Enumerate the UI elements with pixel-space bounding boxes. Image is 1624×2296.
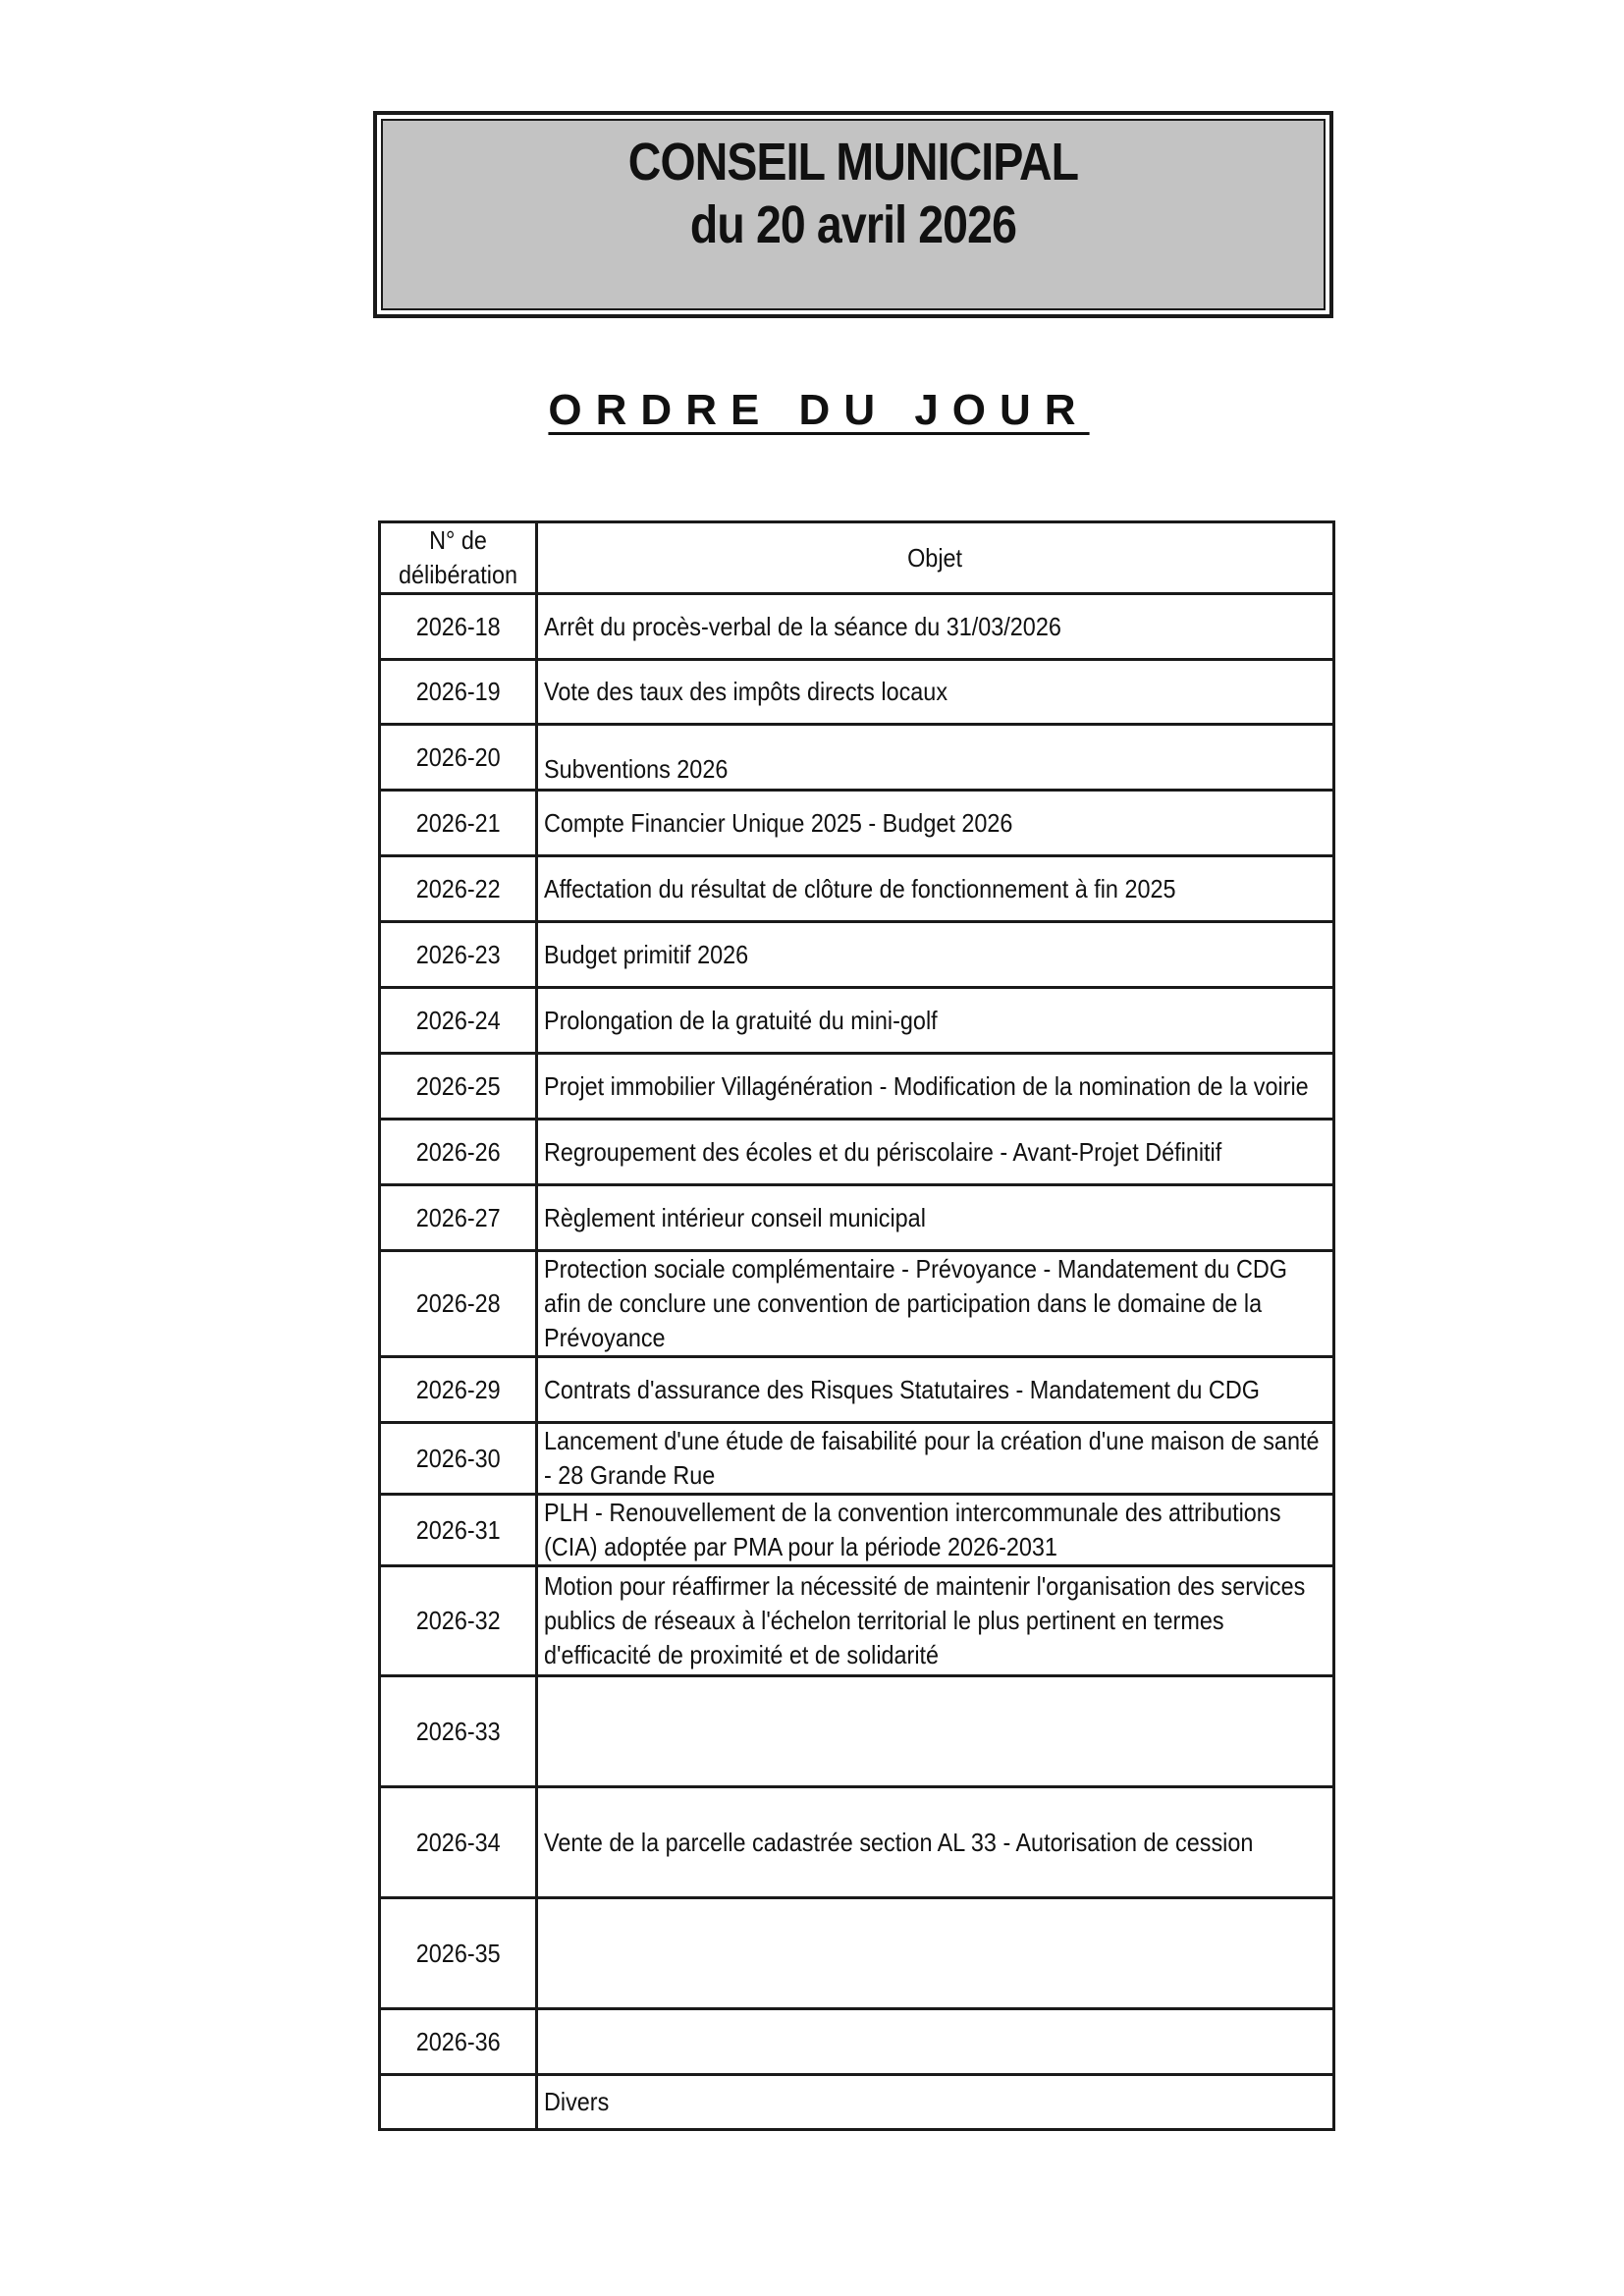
table-row: [380, 1423, 1334, 1495]
table-row: [380, 988, 1334, 1054]
deliberation-number: 2026-24: [380, 988, 537, 1054]
table-row: [380, 1357, 1334, 1423]
council-date: du 20 avril 2026: [689, 195, 1017, 254]
table-row: [380, 1787, 1334, 1898]
deliberation-number: 2026-35: [380, 1898, 537, 2009]
table-row: [380, 791, 1334, 856]
title-box: [373, 111, 1333, 318]
deliberation-number: 2026-19: [380, 660, 537, 725]
deliberation-object: Affectation du résultat de clôture de fonctionnement à fin 2025: [537, 856, 1334, 922]
deliberation-object: Budget primitif 2026: [537, 922, 1334, 988]
deliberation-object: Subventions 2026: [537, 725, 1334, 791]
deliberation-object: Protection sociale complémentaire - Prévoyance - Mandatement du CDG afin de conclure une convention de participation dans le domaine de la Prévoyance: [537, 1251, 1334, 1357]
deliberation-object: Compte Financier Unique 2025 - Budget 2026: [537, 791, 1334, 856]
table-row: [380, 856, 1334, 922]
table-row: [380, 594, 1334, 660]
deliberation-object: Projet immobilier Villagénération - Modification de la nomination de la voirie: [537, 1054, 1334, 1120]
deliberation-object: [537, 1898, 1334, 2009]
deliberation-number: 2026-27: [380, 1185, 537, 1251]
deliberation-object: [537, 2009, 1334, 2075]
deliberation-object: Prolongation de la gratuité du mini-golf: [537, 988, 1334, 1054]
table-row: [380, 725, 1334, 791]
deliberation-number: 2026-31: [380, 1495, 537, 1566]
deliberation-object: Lancement d'une étude de faisabilité pour la création d'une maison de santé - 28 Grande Rue: [537, 1423, 1334, 1495]
header-object: Objet: [537, 522, 1334, 594]
deliberation-number: [380, 2075, 537, 2130]
table-row: [380, 1251, 1334, 1357]
deliberation-number: 2026-30: [380, 1423, 537, 1495]
agenda-table: [378, 520, 1335, 2131]
deliberation-number: 2026-34: [380, 1787, 537, 1898]
deliberation-number: 2026-36: [380, 2009, 537, 2075]
table-row: [380, 1898, 1334, 2009]
table-row: [380, 1185, 1334, 1251]
council-title: CONSEIL MUNICIPAL: [627, 133, 1079, 191]
deliberation-number: 2026-22: [380, 856, 537, 922]
deliberation-number: 2026-25: [380, 1054, 537, 1120]
deliberation-object: Motion pour réaffirmer la nécessité de maintenir l'organisation des services publics de réseaux à l'échelon territorial le plus pertinent en termes d'efficacité de proximité et de solidarité: [537, 1566, 1334, 1676]
deliberation-number: 2026-26: [380, 1120, 537, 1185]
deliberation-number: 2026-20: [380, 725, 537, 791]
agenda-heading-wrap: [0, 386, 1624, 435]
table-row: [380, 2075, 1334, 2130]
deliberation-object: PLH - Renouvellement de la convention intercommunale des attributions (CIA) adoptée par PMA pour la période 2026-2031: [537, 1495, 1334, 1566]
header-number: N° de délibération: [380, 522, 537, 594]
table-header-row: [380, 522, 1334, 594]
agenda-heading: ORDRE DU JOUR: [548, 386, 1090, 434]
deliberation-number: 2026-18: [380, 594, 537, 660]
table-row: [380, 922, 1334, 988]
deliberation-number: 2026-21: [380, 791, 537, 856]
deliberation-number: 2026-23: [380, 922, 537, 988]
table-row: [380, 1120, 1334, 1185]
deliberation-object: Règlement intérieur conseil municipal: [537, 1185, 1334, 1251]
deliberation-number: 2026-29: [380, 1357, 537, 1423]
deliberation-object: Divers: [537, 2075, 1334, 2130]
deliberation-object: Vote des taux des impôts directs locaux: [537, 660, 1334, 725]
table-row: [380, 2009, 1334, 2075]
deliberation-object: Contrats d'assurance des Risques Statutaires - Mandatement du CDG: [537, 1357, 1334, 1423]
table-row: [380, 1566, 1334, 1676]
table-row: [380, 1495, 1334, 1566]
table-row: [380, 1676, 1334, 1787]
deliberation-number: 2026-32: [380, 1566, 537, 1676]
deliberation-object: Arrêt du procès-verbal de la séance du 31/03/2026: [537, 594, 1334, 660]
deliberation-number: 2026-33: [380, 1676, 537, 1787]
table-row: [380, 660, 1334, 725]
deliberation-object: Regroupement des écoles et du périscolaire - Avant-Projet Définitif: [537, 1120, 1334, 1185]
deliberation-object: [537, 1676, 1334, 1787]
table-row: [380, 1054, 1334, 1120]
title-banner: [381, 119, 1326, 310]
deliberation-number: 2026-28: [380, 1251, 537, 1357]
deliberation-object: Vente de la parcelle cadastrée section AL 33 - Autorisation de cession: [537, 1787, 1334, 1898]
